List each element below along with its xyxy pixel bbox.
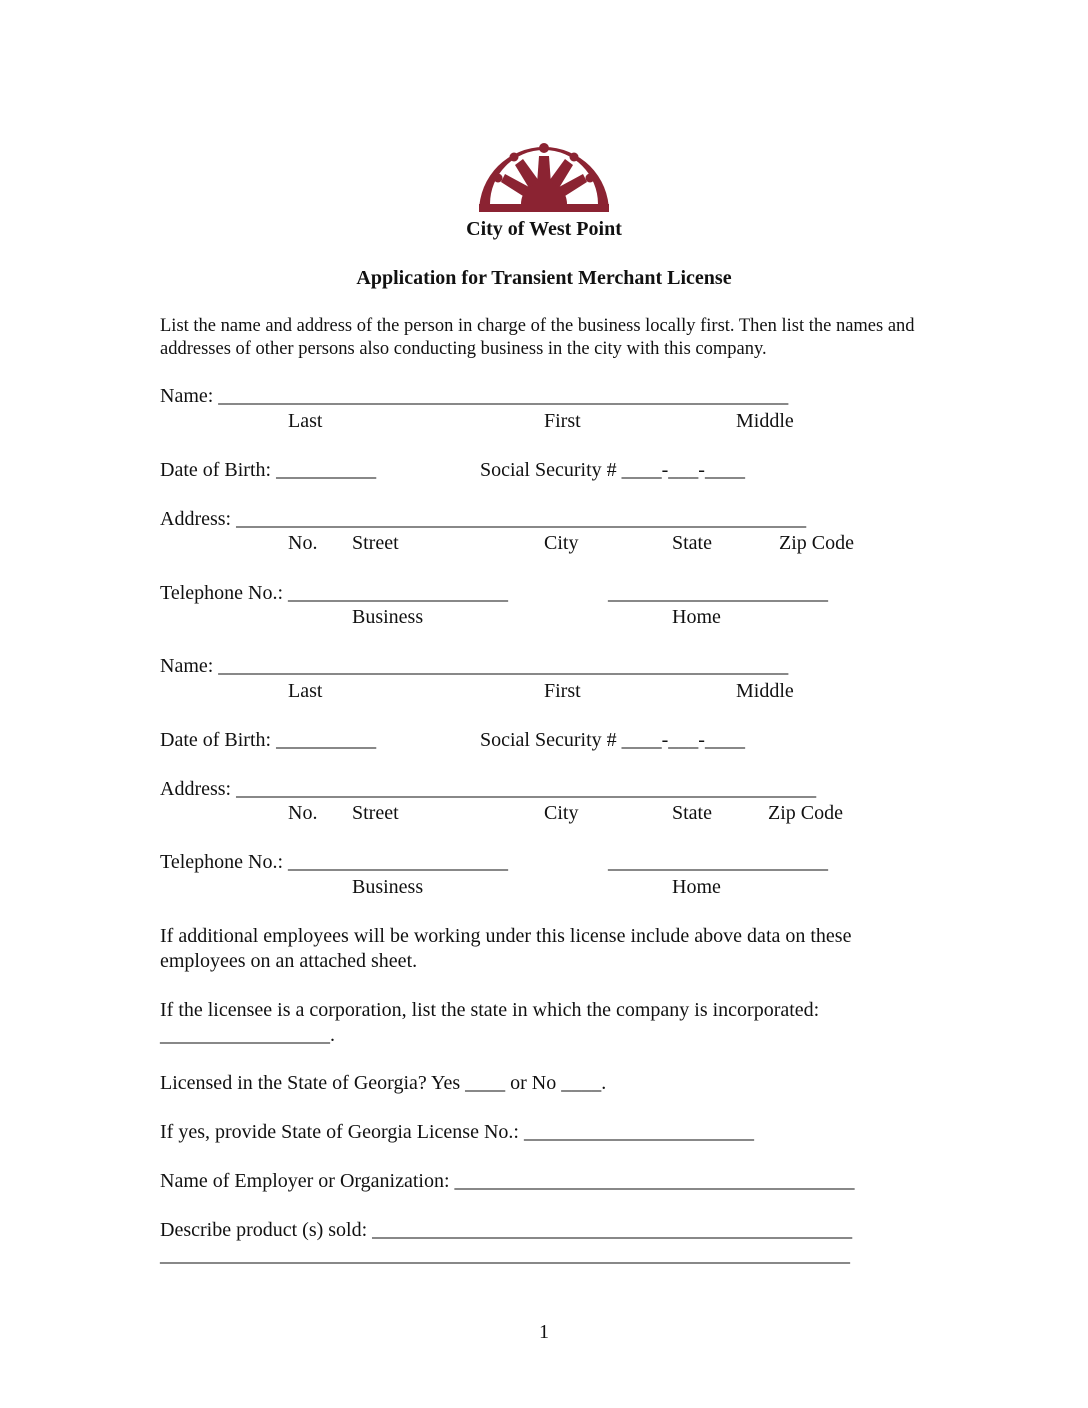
address-sub-no-2: No. bbox=[288, 802, 318, 824]
address-sub-street-2: Street bbox=[352, 802, 399, 824]
name-field-1[interactable]: Name: _________________________________________________________ bbox=[160, 385, 789, 407]
address-sub-no-1: No. bbox=[288, 532, 318, 554]
phone-sub-home-1: Home bbox=[672, 606, 721, 628]
name-sub-first-1: First bbox=[544, 410, 581, 432]
address-sub-state-1: State bbox=[672, 532, 712, 554]
city-logo-icon bbox=[477, 134, 611, 214]
phone-business-field-2[interactable]: Telephone No.: ______________________ bbox=[160, 851, 509, 873]
address-sub-street-1: Street bbox=[352, 532, 399, 554]
page-number: 1 bbox=[539, 1321, 549, 1343]
products-sold-field-line2[interactable]: _____________________________________________________________________ bbox=[160, 1244, 850, 1266]
additional-employees-note: If additional employees will be working under this license include above data on these employees on an attached sheet. bbox=[160, 925, 852, 972]
address-sub-city-2: City bbox=[544, 802, 579, 824]
instructions: List the name and address of the person in charge of the business locally first. Then list the names and addresses of other persons also conducting business in the city with this company. bbox=[160, 316, 915, 359]
dob-field-1[interactable]: Date of Birth: __________ bbox=[160, 459, 377, 481]
address-sub-zip-2: Zip Code bbox=[768, 802, 843, 824]
name-sub-middle-1: Middle bbox=[736, 410, 794, 432]
name-sub-last-1: Last bbox=[288, 410, 323, 432]
phone-business-field-1[interactable]: Telephone No.: ______________________ bbox=[160, 582, 509, 604]
phone-sub-home-2: Home bbox=[672, 876, 721, 898]
address-field-2[interactable]: Address: __________________________________________________________ bbox=[160, 778, 817, 800]
name-field-2[interactable]: Name: _________________________________________________________ bbox=[160, 655, 789, 677]
address-sub-zip-1: Zip Code bbox=[779, 532, 854, 554]
ssn-field-2[interactable]: Social Security # ____-___-____ bbox=[480, 729, 745, 751]
name-sub-middle-2: Middle bbox=[736, 680, 794, 702]
phone-sub-business-2: Business bbox=[352, 876, 424, 898]
org-name: City of West Point bbox=[466, 218, 622, 240]
corporation-state-label: If the licensee is a corporation, list the state in which the company is incorporated: bbox=[160, 999, 820, 1021]
phone-home-field-1[interactable]: ______________________ bbox=[608, 582, 828, 604]
dob-field-2[interactable]: Date of Birth: __________ bbox=[160, 729, 377, 751]
phone-sub-business-1: Business bbox=[352, 606, 424, 628]
name-sub-first-2: First bbox=[544, 680, 581, 702]
products-sold-field[interactable]: Describe product (s) sold: ________________________________________________ bbox=[160, 1219, 853, 1241]
ssn-field-1[interactable]: Social Security # ____-___-____ bbox=[480, 459, 745, 481]
employer-name-field[interactable]: Name of Employer or Organization: ________________________________________ bbox=[160, 1170, 855, 1192]
georgia-license-no-field[interactable]: If yes, provide State of Georgia License No.: _______________________ bbox=[160, 1121, 754, 1143]
licensed-georgia-field[interactable]: Licensed in the State of Georgia? Yes ____ or No ____. bbox=[160, 1072, 607, 1094]
address-sub-city-1: City bbox=[544, 532, 579, 554]
form-title: Application for Transient Merchant License bbox=[356, 267, 732, 289]
address-field-1[interactable]: Address: _________________________________________________________ bbox=[160, 508, 807, 530]
address-sub-state-2: State bbox=[672, 802, 712, 824]
corporation-state-field[interactable]: _________________. bbox=[160, 1024, 335, 1046]
name-sub-last-2: Last bbox=[288, 680, 323, 702]
phone-home-field-2[interactable]: ______________________ bbox=[608, 851, 828, 873]
